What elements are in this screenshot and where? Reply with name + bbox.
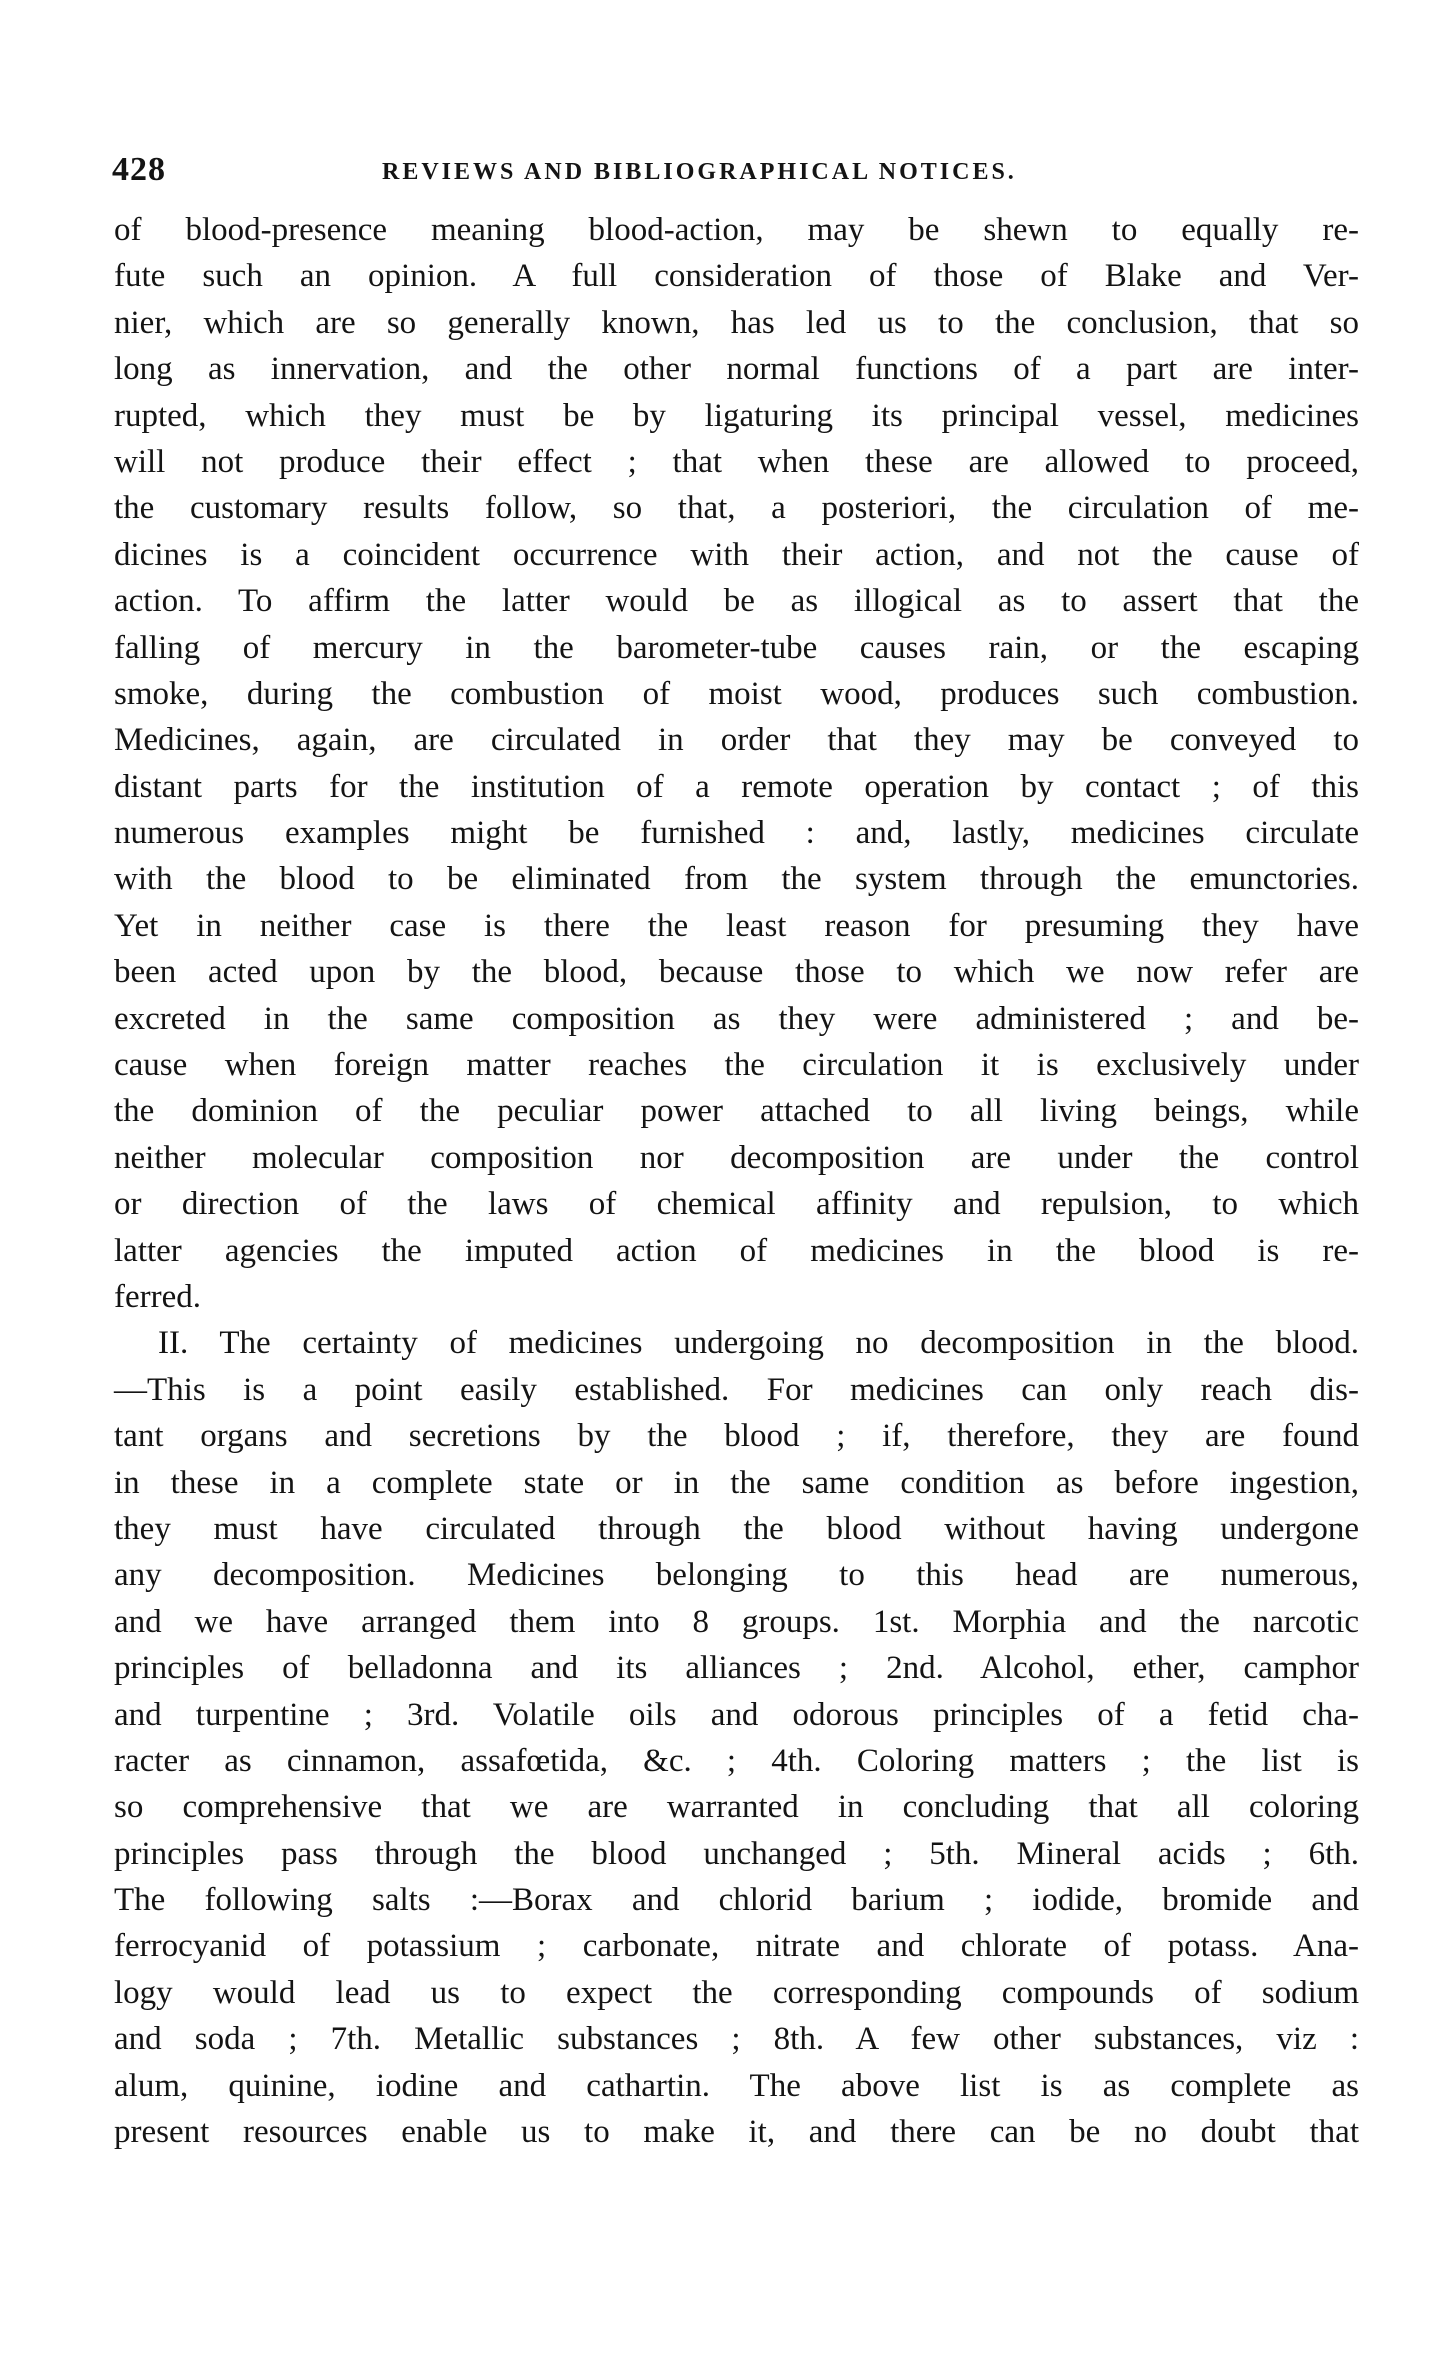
text-line: Yet in neither case is there the least reason for presuming they have [114,907,1359,944]
text-line: Medicines, again, are circulated in order that they may be conveyed to [114,722,1359,759]
text-line: II. The certainty of medicines undergoing no decomposition in the blood. [158,1325,1359,1362]
text-line: any decomposition. Medicines belonging to this head are numerous, [114,1557,1359,1594]
text-line: distant parts for the institution of a remote operation by contact ; of this [114,768,1359,805]
text-line: —This is a point easily established. For medicines can only reach dis- [114,1371,1359,1408]
text-line: neither molecular composition nor decomposition are under the control [114,1139,1359,1176]
text-line: so comprehensive that we are warranted in concluding that all coloring [114,1789,1359,1826]
text-line: latter agencies the imputed action of medicines in the blood is re- [114,1232,1359,1269]
text-line: action. To affirm the latter would be as illogical as to assert that the [114,583,1359,620]
text-line: racter as cinnamon, assafœtida, &c. ; 4th. Coloring matters ; the list is [114,1742,1359,1779]
body-text [114,207,1359,2155]
text-line: logy would lead us to expect the corresponding compounds of sodium [114,1974,1359,2011]
text-line: excreted in the same composition as they were administered ; and be- [114,1000,1359,1037]
text-line: present resources enable us to make it, and there can be no doubt that [114,2114,1359,2151]
text-line: long as innervation, and the other normal functions of a part are inter- [114,351,1359,388]
text-line: principles pass through the blood unchanged ; 5th. Mineral acids ; 6th. [114,1835,1359,1872]
text-line: been acted upon by the blood, because those to which we now refer are [114,954,1359,991]
text-line: in these in a complete state or in the same condition as before ingestion, [114,1464,1359,1501]
running-head [112,150,1357,190]
text-line: alum, quinine, iodine and cathartin. The above list is as complete as [114,2067,1359,2104]
text-line: dicines is a coincident occurrence with their action, and not the cause of [114,536,1359,573]
text-line: principles of belladonna and its alliances ; 2nd. Alcohol, ether, camphor [114,1650,1359,1687]
text-line: and we have arranged them into 8 groups. 1st. Morphia and the narcotic [114,1603,1359,1640]
text-line: smoke, during the combustion of moist wood, produces such combustion. [114,675,1359,712]
page-number: 428 [112,151,166,188]
text-line: cause when foreign matter reaches the circulation it is exclusively under [114,1047,1359,1084]
text-line: fute such an opinion. A full consideration of those of Blake and Ver- [114,258,1359,295]
text-line: and turpentine ; 3rd. Volatile oils and odorous principles of a fetid cha- [114,1696,1359,1733]
text-line: ferred. [114,1278,202,1315]
text-line: ferrocyanid of potassium ; carbonate, nitrate and chlorate of potass. Ana- [114,1928,1359,1965]
text-line: or direction of the laws of chemical affinity and repulsion, to which [114,1186,1359,1223]
text-line: falling of mercury in the barometer-tube causes rain, or the escaping [114,629,1359,666]
text-line: the customary results follow, so that, a posteriori, the circulation of me- [114,490,1359,527]
text-line: nier, which are so generally known, has led us to the conclusion, that so [114,304,1359,341]
text-line: and soda ; 7th. Metallic substances ; 8th. A few other substances, viz : [114,2021,1359,2058]
text-line: the dominion of the peculiar power attached to all living beings, while [114,1093,1359,1130]
text-line: rupted, which they must be by ligaturing its principal vessel, medicines [114,397,1359,434]
running-title: REVIEWS AND BIBLIOGRAPHICAL NOTICES. [382,159,1017,185]
text-line: they must have circulated through the blood without having undergone [114,1510,1359,1547]
text-line: The following salts :—Borax and chlorid barium ; iodide, bromide and [114,1882,1359,1919]
text-line: of blood-presence meaning blood-action, may be shewn to equally re- [114,212,1359,248]
text-line: with the blood to be eliminated from the system through the emunctories. [114,861,1359,898]
text-line: numerous examples might be furnished : and, lastly, medicines circulate [114,815,1359,852]
text-line: will not produce their effect ; that when these are allowed to proceed, [114,443,1359,480]
text-line: tant organs and secretions by the blood ; if, therefore, they are found [114,1418,1359,1455]
